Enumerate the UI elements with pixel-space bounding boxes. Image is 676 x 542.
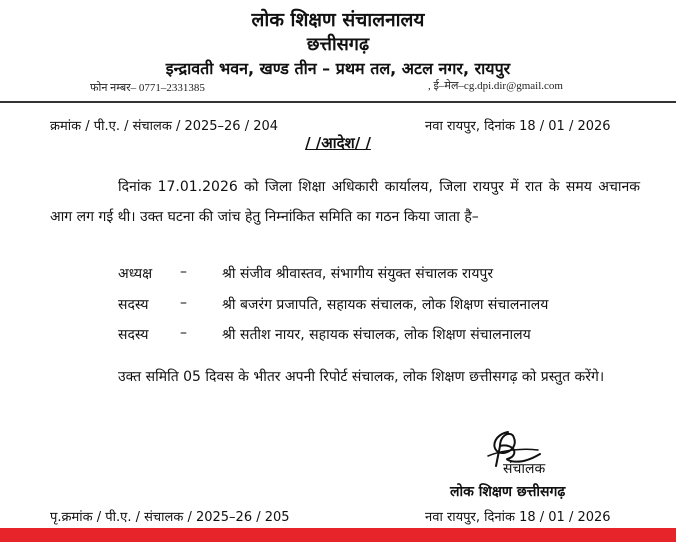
- order-number: क्रमांक / पी.ए. / संचालक / 2025–26 / 204: [50, 119, 279, 134]
- footer-bar: [0, 528, 676, 542]
- member-dash: –: [180, 325, 187, 341]
- member-role: सदस्य: [118, 327, 149, 343]
- office-address: इन्द्रावती भवन, खण्ड तीन – प्रथम तल, अटल नगर, रायपुर: [165, 59, 511, 78]
- office-name: लोक शिक्षण संचालनालय: [251, 9, 425, 31]
- member-role: अध्यक्ष: [118, 266, 153, 282]
- member-name: श्री संजीव श्रीवास्तव, संभागीय संयुक्त संचालक रायपुर: [222, 266, 494, 282]
- member-dash: –: [180, 295, 187, 311]
- email-address: , ई–मेल–cg.dpi.dir@gmail.com: [428, 80, 563, 92]
- phone-number: फोन नम्बर– 0771–2331385: [90, 82, 205, 94]
- order-title: / /आदेश/ /: [305, 134, 371, 152]
- signatory-designation: संचालक: [503, 461, 546, 477]
- order-date: नवा रायपुर, दिनांक 18 / 01 / 2026: [425, 119, 611, 134]
- endorsement-number: पृ.क्रमांक / पी.ए. / संचालक / 2025–26 / 205: [50, 510, 290, 525]
- endorsement-date: नवा रायपुर, दिनांक 18 / 01 / 2026: [425, 510, 611, 525]
- header-divider: [0, 101, 676, 103]
- member-name: श्री बजरंग प्रजापति, सहायक संचालक, लोक शिक्षण संचालनालय: [222, 297, 549, 313]
- order-paragraph-1: दिनांक 17.01.2026 को जिला शिक्षा अधिकारी कार्यालय, जिला रायपुर में रात के समय अचानक आग लग गई थी। उक्त घटना की जांच हेतु निम्नांकित समिति का गठन किया जाता है–: [50, 179, 640, 225]
- member-dash: –: [180, 264, 187, 280]
- member-role: सदस्य: [118, 297, 149, 313]
- state-name: छत्तीसगढ़: [306, 34, 370, 55]
- signatory-office: लोक शिक्षण छत्तीसगढ़: [450, 484, 566, 500]
- member-name: श्री सतीश नायर, सहायक संचालक, लोक शिक्षण संचालनालय: [222, 327, 531, 343]
- order-paragraph-2: उक्त समिति 05 दिवस के भीतर अपनी रिपोर्ट संचालक, लोक शिक्षण छत्तीसगढ़ को प्रस्तुत करेंगे।: [118, 369, 605, 385]
